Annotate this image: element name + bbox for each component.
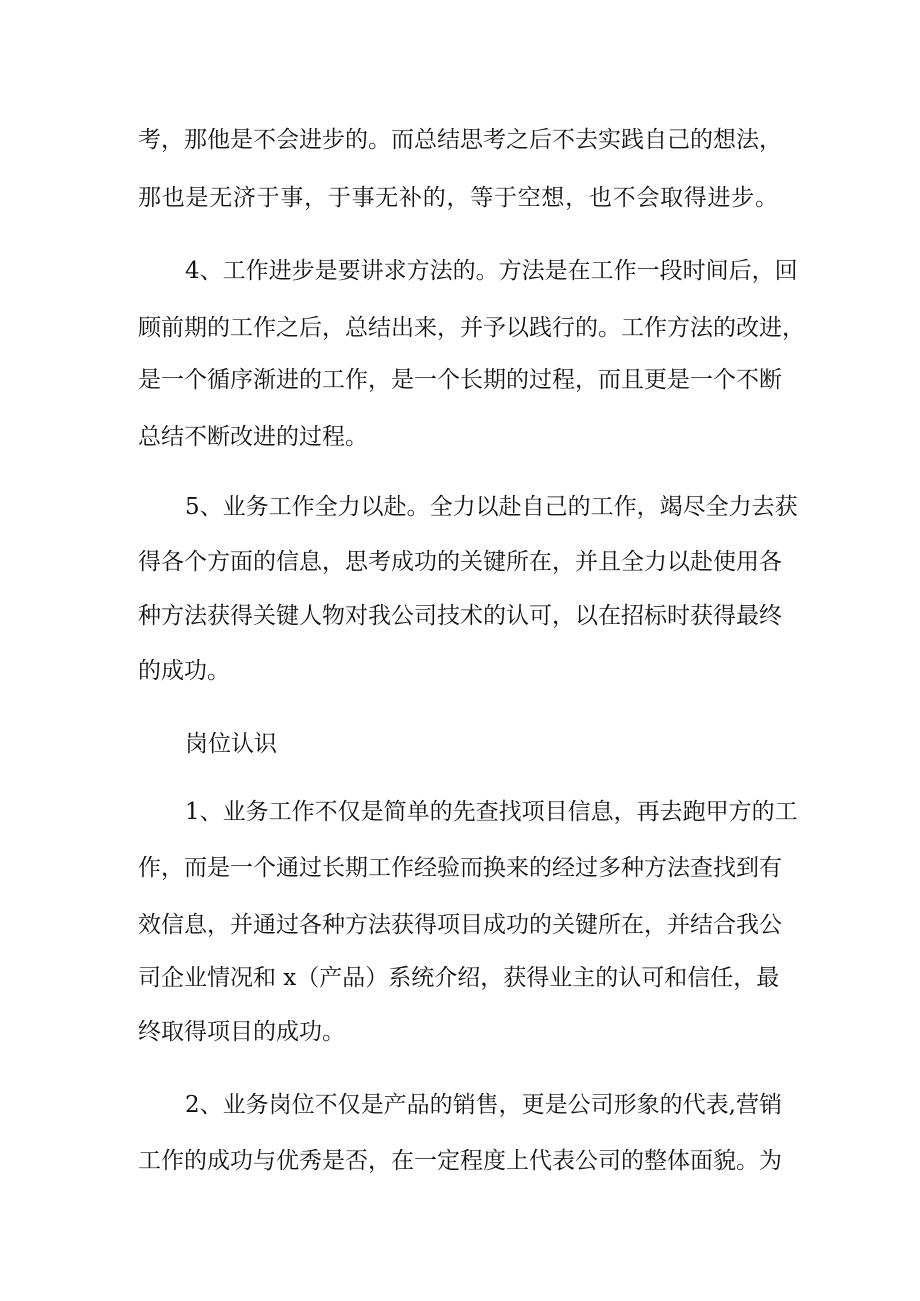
paragraph-line: 顾前期的工作之后，总结出来，并予以践行的。工作方法的改进， xyxy=(138,315,805,341)
paragraph-line: 的成功。 xyxy=(138,658,230,684)
paragraph-line: 是一个循序渐进的工作，是一个长期的过程，而且更是一个不断 xyxy=(138,367,782,393)
paragraph-line: 作，而是一个通过长期工作经验而换来的经过多种方法查找到有 xyxy=(138,855,782,881)
paragraph-line: 5、业务工作全力以赴。全力以赴自己的工作，竭尽全力去获 xyxy=(185,494,798,520)
paragraph-line: 工作的成功与优秀是否，在一定程度上代表公司的整体面貌。为 xyxy=(138,1148,782,1174)
paragraph-line: 司企业情况和 x（产品）系统介绍，获得业主的认可和信任，最 xyxy=(138,965,780,991)
paragraph-line: 终取得项目的成功。 xyxy=(138,1019,345,1045)
paragraph-line: 得各个方面的信息，思考成功的关键所在，并且全力以赴使用各 xyxy=(138,549,782,575)
paragraph-line: 考，那他是不会进步的。而总结思考之后不去实践自己的想法， xyxy=(138,127,782,153)
paragraph-line: 1、业务工作不仅是简单的先查找项目信息，再去跑甲方的工 xyxy=(185,799,798,825)
paragraph-line: 总结不断改进的过程。 xyxy=(138,424,368,450)
paragraph-line: 种方法获得关键人物对我公司技术的认可，以在招标时获得最终 xyxy=(138,603,782,629)
paragraph-line: 2、业务岗位不仅是产品的销售，更是公司形象的代表,营销 xyxy=(185,1092,782,1118)
paragraph-line: 那也是无济于事，于事无补的，等于空想，也不会取得进步。 xyxy=(138,185,778,211)
paragraph-line: 4、工作进步是要讲求方法的。方法是在工作一段时间后，回 xyxy=(185,258,798,284)
paragraph-line: 效信息，并通过各种方法获得项目成功的关键所在，并结合我公 xyxy=(138,912,782,938)
section-heading: 岗位认识 xyxy=(185,731,277,757)
